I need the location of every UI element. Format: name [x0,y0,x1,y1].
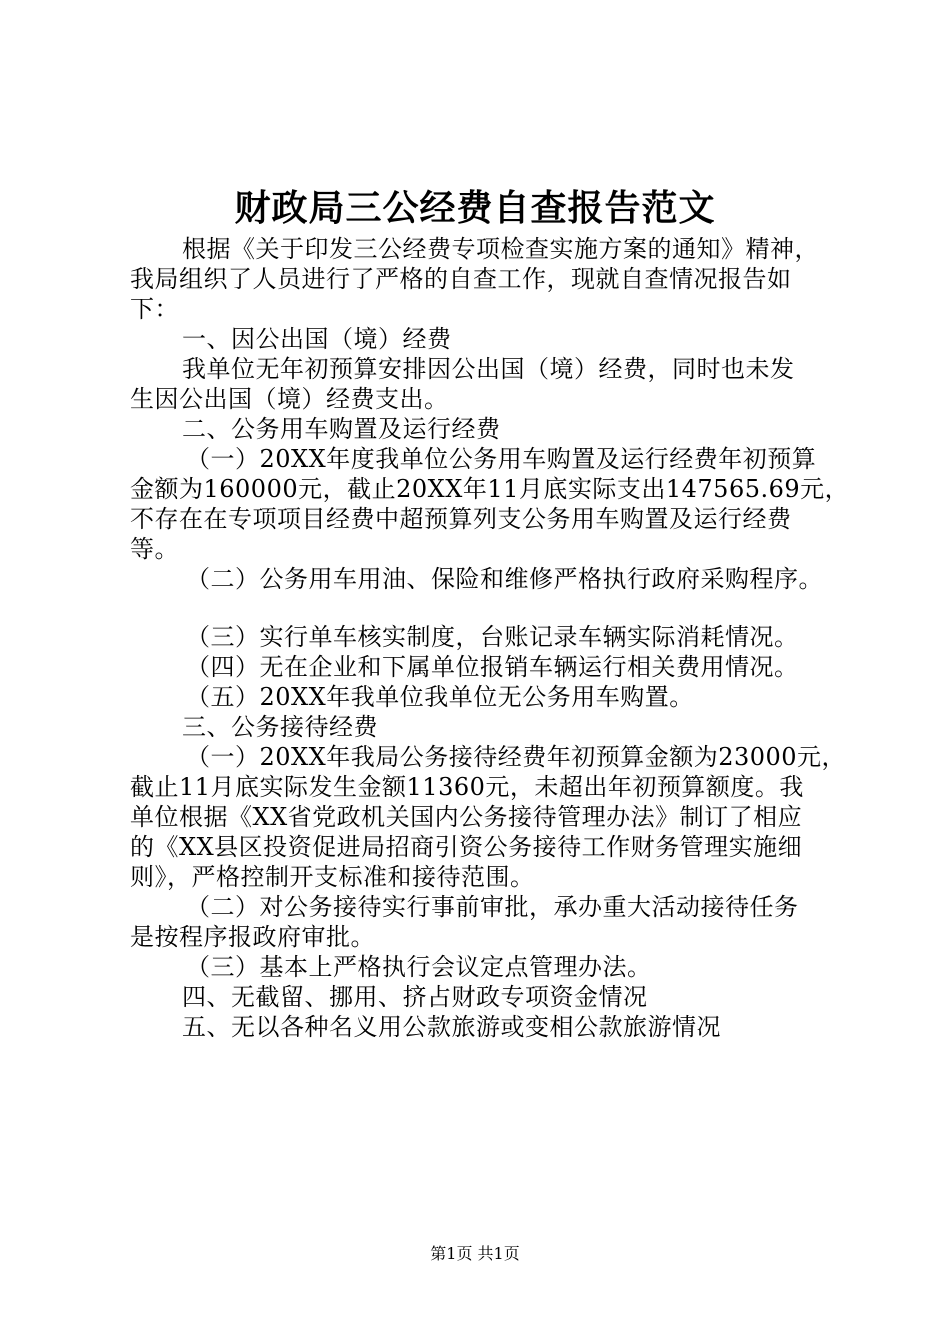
paragraph-line: 不存在在专项项目经费中超预算列支公务用车购置及运行经费 [130,505,792,533]
section-heading-5: 五、无以各种名义用公款旅游或变相公款旅游情况 [182,1013,721,1041]
blank-line [130,594,850,622]
paragraph-line: （一）20XX年度我单位公务用车购置及运行经费年初预算 [186,445,817,473]
paragraph-line: 截止11月底实际发生金额11360元，未超出年初预算额度。我 [130,773,804,801]
paragraph-line: 是按程序报政府审批。 [130,923,375,951]
section-heading-1: 一、因公出国（境）经费 [182,325,452,353]
paragraph-line: （三）实行单车核实制度，台账记录车辆实际消耗情况。 [186,623,799,651]
section-heading-4: 四、无截留、挪用、挤占财政专项资金情况 [182,983,648,1011]
paragraph-line: 金额为160000元，截止20XX年11月底实际支出147565.69元， [130,475,850,503]
paragraph-line: 等。 [130,535,179,563]
section-heading-3: 三、公务接待经费 [182,713,378,741]
paragraph-line: （一）20XX年我局公务接待经费年初预算金额为23000元， [186,743,847,771]
paragraph-line: 我单位无年初预算安排因公出国（境）经费，同时也未发 [182,355,795,383]
document-body [130,234,850,1042]
section-heading-2: 二、公务用车购置及运行经费 [182,415,501,443]
paragraph-line: 的《XX县区投资促进局招商引资公务接待工作财务管理实施细 [130,833,803,861]
paragraph-line: 则》，严格控制开支标准和接待范围。 [130,863,535,891]
paragraph-line: （二）对公务接待实行事前审批，承办重大活动接待任务 [186,893,799,921]
paragraph-line: （三）基本上严格执行会议定点管理办法。 [186,953,652,981]
paragraph-intro-line: 根据《关于印发三公经费专项检查实施方案的通知》精神， [182,235,819,263]
paragraph-intro-line: 我局组织了人员进行了严格的自查工作，现就自查情况报告如 [130,265,792,293]
paragraph-line: （二）公务用车用油、保险和维修严格执行政府采购程序。 [186,565,823,593]
paragraph-line: （五）20XX年我单位我单位无公务用车购置。 [186,683,694,711]
document-title: 财政局三公经费自查报告范文 [234,187,716,229]
paragraph-intro-line: 下： [130,295,179,323]
paragraph-line: 单位根据《XX省党政机关国内公务接待管理办法》制订了相应 [130,803,803,831]
paragraph-line: （四）无在企业和下属单位报销车辆运行相关费用情况。 [186,653,799,681]
paragraph-line: 生因公出国（境）经费支出。 [130,385,449,413]
page-number-footer: 第1页 共1页 [430,1244,520,1263]
